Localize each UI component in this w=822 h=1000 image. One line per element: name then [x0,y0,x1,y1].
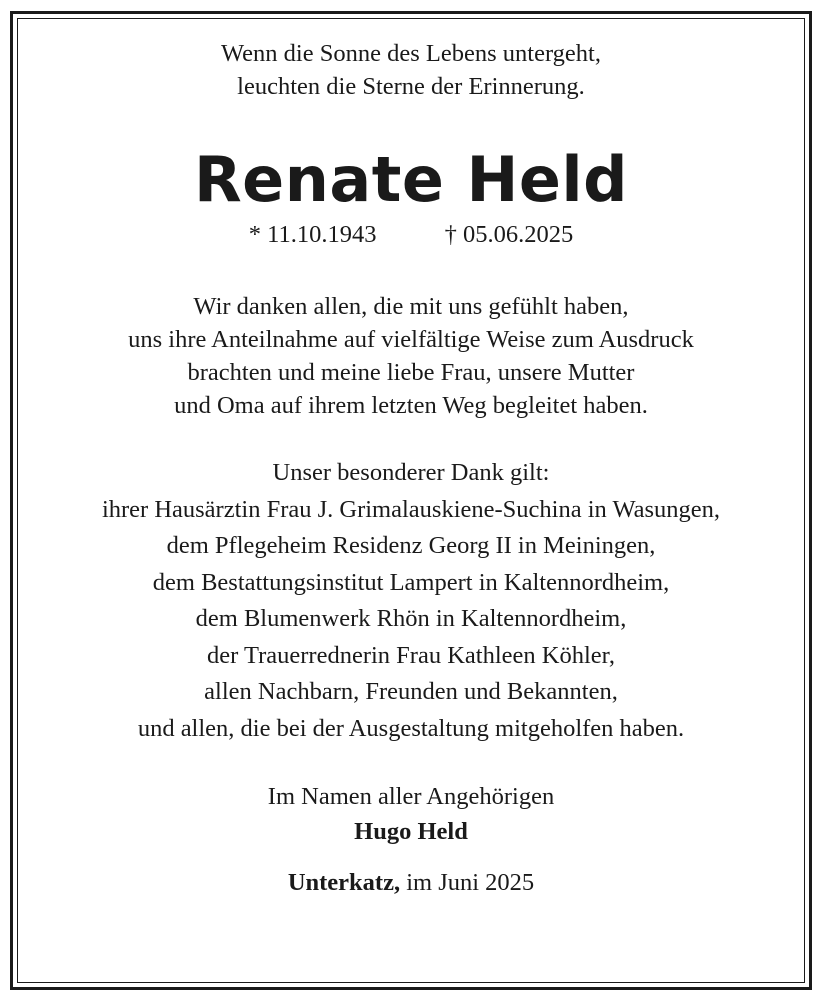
place-name: Unterkatz, [287,869,401,896]
closing-intro: Im Namen aller Angehörigen [267,783,555,810]
closing-block [17,779,805,849]
special-thanks-item: der Trauerrednerin Frau Kathleen Köhler, [207,641,615,669]
special-thanks-list [17,455,805,747]
special-thanks-item: ihrer Hausärztin Frau J. Grimalauskiene-Suchina in Wasungen, [101,495,721,523]
thanks-line: Wir danken allen, die mit uns gefühlt haben, [193,293,629,320]
obituary-notice [17,18,805,899]
death-date: † 05.06.2025 [444,221,574,248]
thanks-paragraph [17,290,805,422]
special-thanks-item: dem Pflegeheim Residenz Georg II in Meiningen, [166,532,656,559]
special-thanks-item: dem Blumenwerk Rhön in Kaltennordheim, [195,605,627,632]
birth-date: * 11.10.1943 [248,221,377,248]
special-thanks-item: dem Bestattungsinstitut Lampert in Kaltennordheim, [152,568,670,596]
signer-name: Hugo Held [354,818,468,845]
motto-line: Wenn die Sonne des Lebens untergeht, [221,40,601,67]
notice-date: im Juni 2025 [400,869,535,896]
motto-verse [17,37,805,103]
special-thanks-heading: Unser besonderer Dank gilt: [272,459,550,486]
special-thanks-item: allen Nachbarn, Freunden und Bekannten, [204,678,618,705]
special-thanks-item: und allen, die bei der Ausgestaltung mitgeholfen haben. [137,714,685,742]
life-dates [17,218,805,251]
thanks-line: brachten und meine liebe Frau, unsere Mutter [187,359,635,386]
thanks-line: und Oma auf ihrem letzten Weg begleitet haben. [174,392,648,419]
deceased-name: Renate Held [193,143,629,216]
motto-line: leuchten die Sterne der Erinnerung. [237,73,585,100]
thanks-line: uns ihre Anteilnahme auf vielfältige Weise zum Ausdruck [128,326,694,353]
place-date-line [17,866,805,899]
